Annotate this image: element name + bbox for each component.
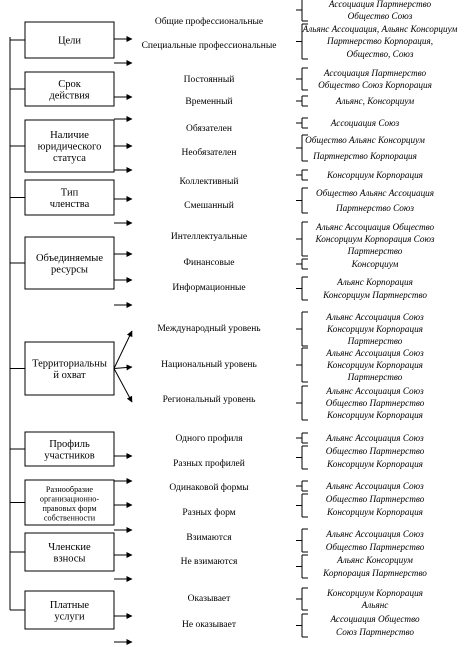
- option-label: Одинаковой формы: [169, 483, 249, 493]
- value-text: Ассоциация Партнерство: [323, 68, 427, 78]
- category-label: Объединяемые ресурсы: [35, 252, 104, 276]
- option-label: Смешанный: [184, 201, 234, 211]
- option-arrow: [114, 331, 132, 369]
- option-label: Временный: [185, 97, 233, 107]
- value-text: Альянс Корпорация: [337, 277, 413, 287]
- value-text: Альянс Ассоциация Союз: [326, 529, 424, 539]
- value-text: Альянс: [361, 600, 389, 610]
- option-label: Национальный уровень: [161, 360, 257, 370]
- category-label: Наличие юридического статуса: [37, 130, 102, 164]
- value-text: Альянс, Консорциум: [335, 96, 415, 106]
- value-text: Ассоциация Партнерство: [328, 0, 432, 9]
- value-text: Партнерство Союз: [336, 203, 414, 213]
- value-text: Альянс Ассоциация Союз: [326, 348, 424, 358]
- value-text: Общество, Союз: [346, 49, 414, 59]
- value-text: Партнерство Корпорация: [313, 151, 417, 161]
- value-text: Партнерство: [347, 336, 403, 346]
- value-text: Консорциум: [351, 259, 399, 269]
- value-text: Партнерство Корпорация,: [326, 36, 434, 46]
- category-label: Срок действия: [49, 78, 90, 102]
- value-text: Партнерство: [347, 246, 403, 256]
- value-text: Консорциум Корпорация: [327, 360, 423, 370]
- value-text: Общество Альянс Ассоциация: [315, 188, 435, 198]
- option-label: Не оказывает: [182, 620, 236, 630]
- value-text: Альянс Ассоциация Союз: [326, 433, 424, 443]
- option-label: Не взимаются: [180, 557, 238, 567]
- value-text: Альянс Ассоциация Общество: [315, 222, 435, 232]
- option-label: Интеллектуальные: [170, 232, 248, 242]
- value-text: Консорциум Корпорация Союз: [315, 234, 435, 244]
- value-text: Общество Союз: [347, 11, 413, 21]
- option-label: Финансовые: [183, 258, 235, 268]
- category-label: Тип членства: [49, 187, 90, 210]
- value-text: Консорциум Корпорация: [327, 410, 423, 420]
- value-text: Консорциум Корпорация: [327, 588, 423, 598]
- category-label: Разнообразие организационно-правовых форм собственности: [39, 484, 100, 523]
- value-text: Общество Альянс Консорциум: [305, 135, 425, 145]
- category-label: Платные услуги: [49, 599, 90, 623]
- value-text: Консорциум Корпорация: [327, 324, 423, 334]
- option-arrow: [114, 367, 132, 369]
- value-text: Консорциум Корпорация: [327, 507, 423, 517]
- value-text: Альянс Ассоциация Союз: [326, 386, 424, 396]
- value-text: Корпорация Партнерство: [323, 568, 427, 578]
- category-label: Профиль участников: [44, 438, 95, 462]
- value-text: Общество Партнерство: [325, 398, 425, 408]
- value-text: Общество Партнерство: [325, 542, 425, 552]
- value-text: Консорциум Корпорация: [327, 170, 423, 180]
- option-label: Обязателен: [186, 124, 232, 134]
- value-text: Консорциум Партнерство: [323, 290, 427, 300]
- option-label: Оказывает: [187, 594, 231, 604]
- value-text: Консорциум Корпорация: [327, 459, 423, 469]
- value-text: Альянс Ассоциация Союз: [326, 481, 424, 491]
- option-label: Взимаются: [186, 533, 232, 543]
- value-text: Альянс Ассоциация Союз: [326, 312, 424, 322]
- option-label: Специальные профессиональные: [141, 41, 277, 51]
- option-label: Региональный уровень: [162, 395, 256, 405]
- value-text: Ассоциация Общество: [330, 614, 420, 624]
- category-label: Территориальны й охват: [32, 358, 107, 381]
- value-text: Альянс Консорциум: [337, 555, 413, 565]
- category-label: Членские взносы: [48, 541, 91, 565]
- option-label: Информационные: [172, 283, 246, 293]
- option-label: Необязателен: [181, 148, 237, 158]
- value-text: Партнерство: [347, 372, 403, 382]
- option-label: Разных форм: [182, 508, 236, 518]
- option-label: Общие профессиональные: [154, 17, 264, 27]
- option-arrow: [114, 369, 132, 403]
- option-label: Одного профиля: [175, 434, 243, 444]
- value-text: Ассоциация Союз: [330, 118, 400, 128]
- option-label: Разных профилей: [173, 459, 245, 469]
- option-label: Международный уровень: [157, 324, 261, 334]
- option-label: Постоянный: [183, 75, 235, 85]
- value-text: Общество Партнерство: [325, 494, 425, 504]
- value-text: Союз Партнерство: [336, 627, 414, 637]
- option-label: Коллективный: [179, 177, 239, 187]
- value-text: Общество Партнерство: [325, 446, 425, 456]
- category-label: Цели: [57, 35, 82, 47]
- value-text: Общество Союз Корпорация: [318, 80, 432, 90]
- value-text: Альянс Ассоциация, Альянс Консорциум: [302, 24, 458, 34]
